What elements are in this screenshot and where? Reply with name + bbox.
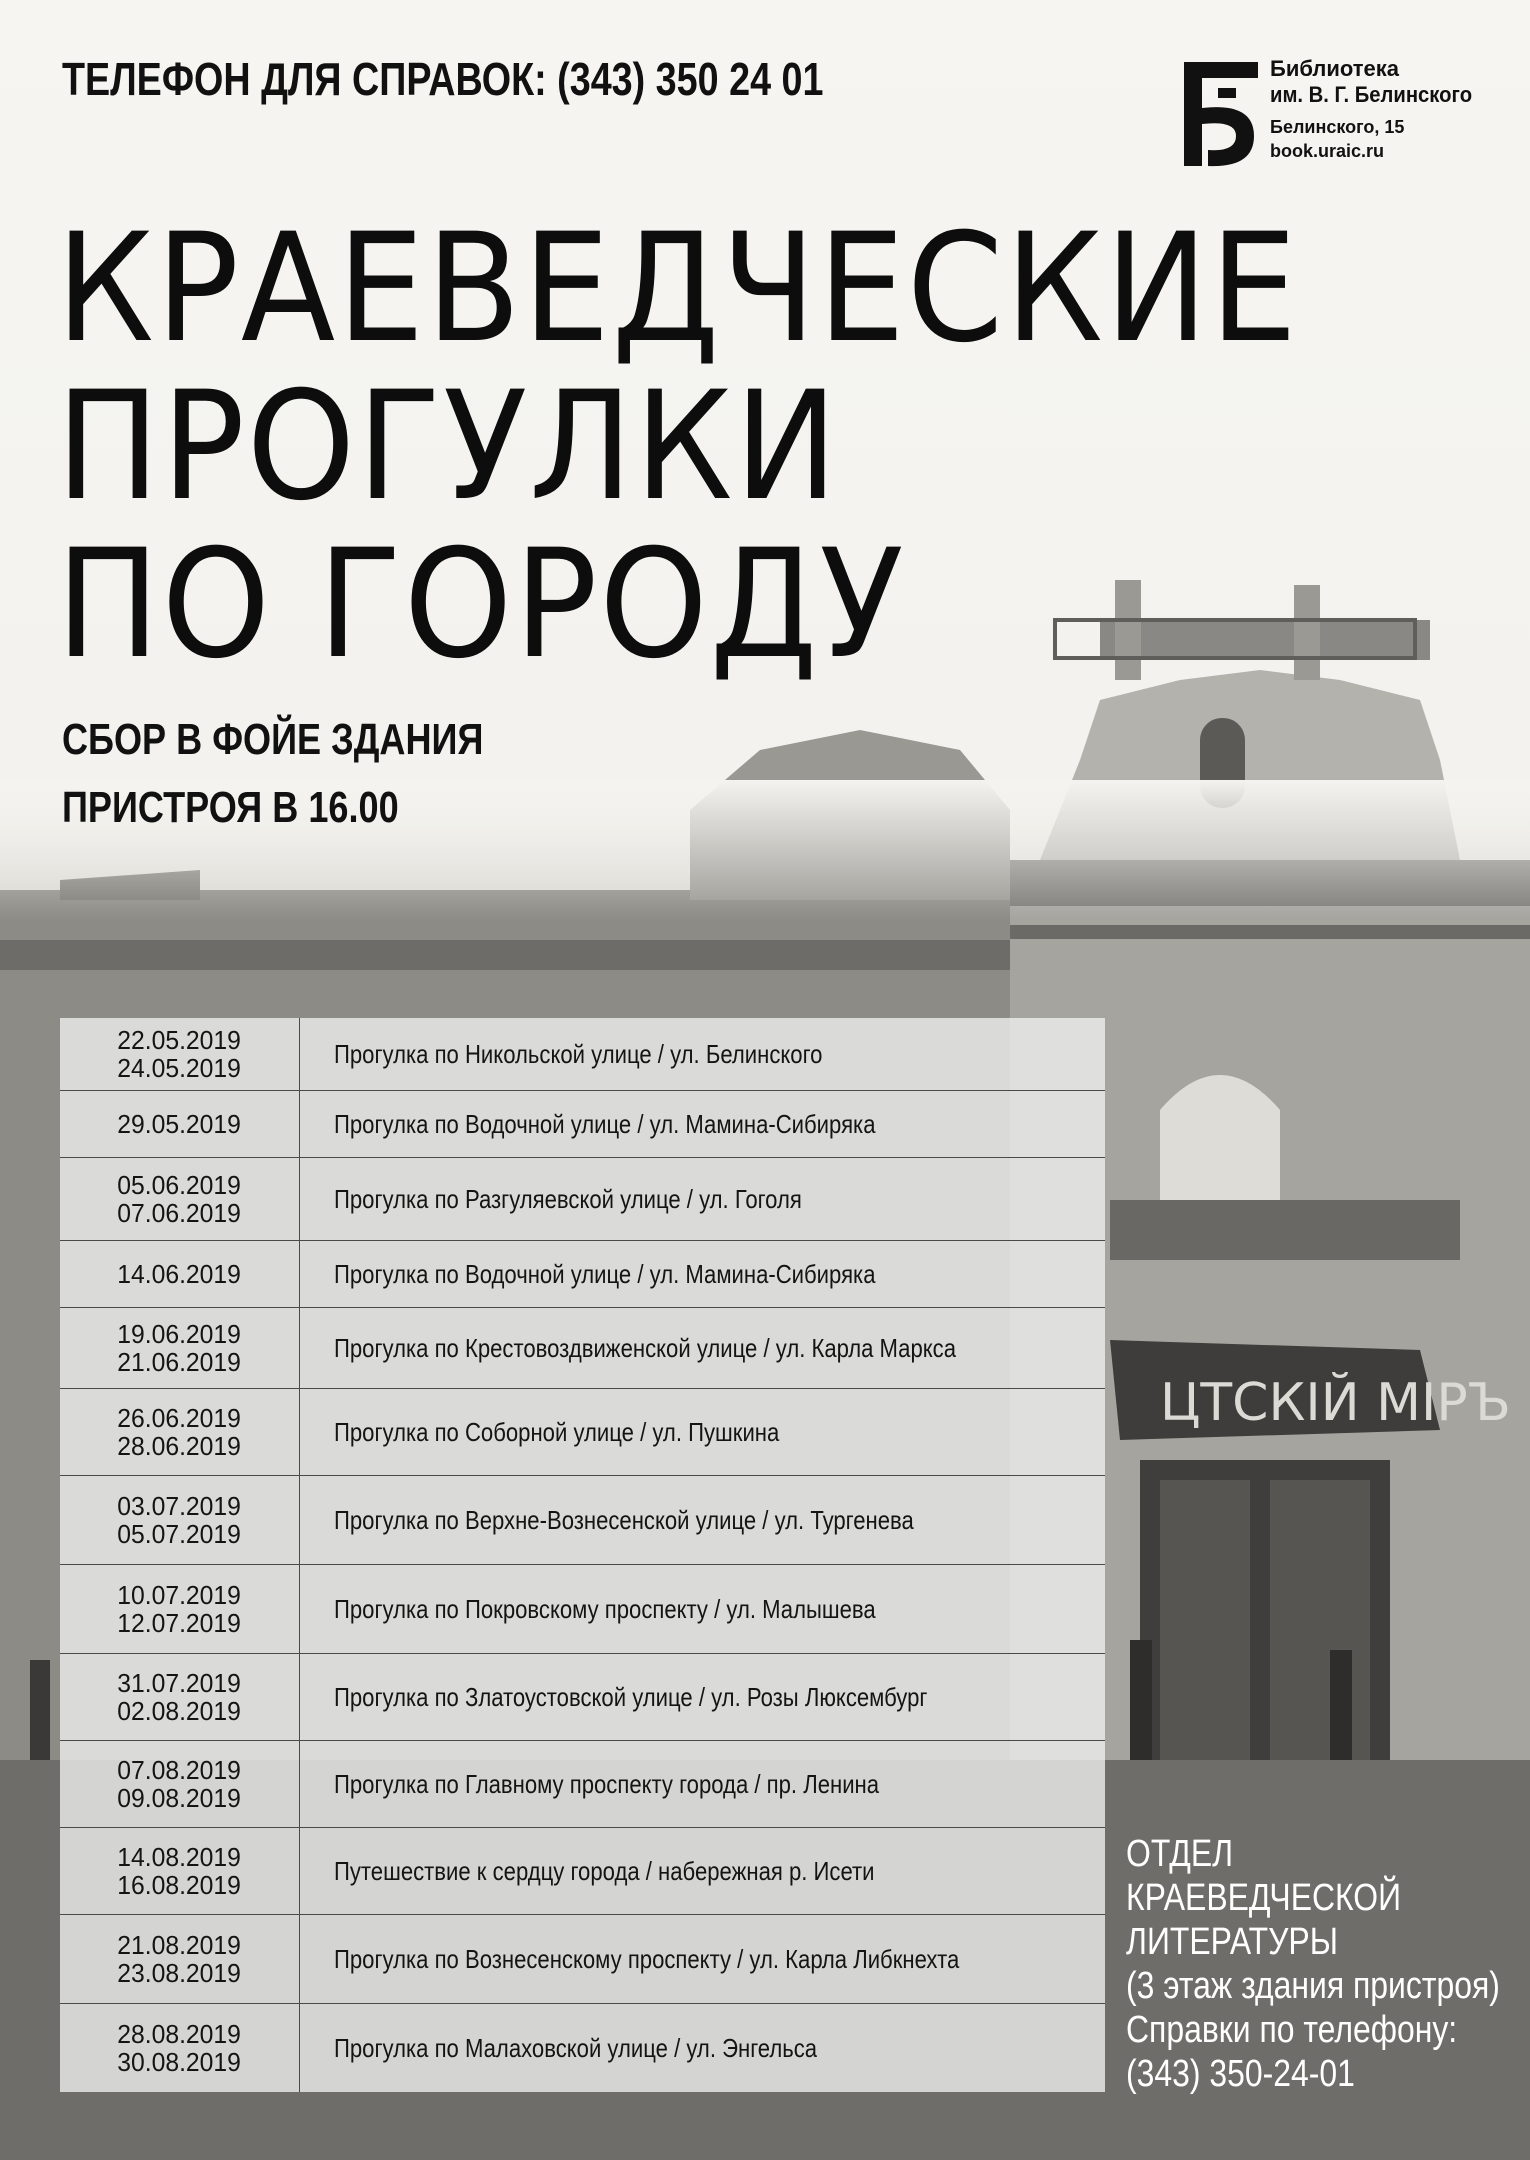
walk-date-first: 03.07.2019 <box>117 1491 242 1521</box>
logo-address: Белинского, 15 <box>1270 117 1405 137</box>
walk-dates <box>60 1828 300 1914</box>
walk-date-first: 14.06.2019 <box>117 1259 242 1289</box>
title-line-3: ПО ГОРОДУ <box>56 518 906 692</box>
walk-route-cell <box>300 1741 1105 1827</box>
walk-route-cell <box>300 1654 1105 1740</box>
table-row <box>60 1475 1105 1564</box>
table-row <box>60 1740 1105 1827</box>
table-row <box>60 1018 1105 1090</box>
walk-date-first: 31.07.2019 <box>117 1668 242 1698</box>
logo-name-line1: Библиотека <box>1270 56 1400 81</box>
walk-date-second: 23.08.2019 <box>117 1958 242 1988</box>
table-row <box>60 1388 1105 1475</box>
walk-route-cell <box>300 1915 1105 2003</box>
walk-dates <box>60 1389 300 1475</box>
walk-date-first: 22.05.2019 <box>117 1025 242 1055</box>
walk-date-second: 02.08.2019 <box>117 1696 242 1726</box>
logo-website[interactable]: book.uraic.ru <box>1270 141 1385 161</box>
library-logo <box>1178 58 1498 178</box>
logo-name-line2: им. В. Г. Белинского <box>1270 82 1473 107</box>
table-row <box>60 1827 1105 1914</box>
meeting-point <box>62 706 483 842</box>
walk-route: Прогулка по Крестовоздвиженской улице / ул. Карла Маркса <box>334 1332 957 1363</box>
reference-phone: ТЕЛЕФОН ДЛЯ СПРАВОК: (343) 350 24 01 <box>62 53 824 105</box>
walk-dates <box>60 1308 300 1388</box>
walk-date-second: 12.07.2019 <box>117 1608 242 1638</box>
store-sign: ЦТСКIЙ МIРЪ <box>1160 1373 1511 1433</box>
walk-date-first: 21.08.2019 <box>117 1930 242 1960</box>
walk-route: Прогулка по Никольской улице / ул. Белинского <box>334 1038 823 1069</box>
department-line-2: КРАЕВЕДЧЕСКОЙ <box>1126 1877 1402 1919</box>
department-line-5: Справки по телефону: <box>1126 2009 1458 2051</box>
walk-date-first: 28.08.2019 <box>117 2019 242 2049</box>
table-row <box>60 1157 1105 1240</box>
meeting-point-line-1: СБОР В ФОЙЕ ЗДАНИЯ <box>62 715 484 764</box>
walk-route: Прогулка по Главному проспекту города / пр. Ленина <box>334 1768 880 1799</box>
walk-dates <box>60 1091 300 1157</box>
walk-route: Прогулка по Разгуляевской улице / ул. Гоголя <box>334 1183 802 1214</box>
table-row <box>60 1914 1105 2003</box>
walk-date-first: 05.06.2019 <box>117 1170 242 1200</box>
walk-route-cell <box>300 1308 1105 1388</box>
walk-route: Прогулка по Покровскому проспекту / ул. Малышева <box>334 1593 876 1624</box>
walk-date-second: 21.06.2019 <box>117 1347 242 1377</box>
walk-route-cell <box>300 1018 1105 1090</box>
walk-dates <box>60 1158 300 1240</box>
walk-date-first: 19.06.2019 <box>117 1319 242 1349</box>
department-line-1: ОТДЕЛ <box>1126 1833 1234 1875</box>
walk-date-first: 07.08.2019 <box>117 1755 242 1785</box>
walk-route: Прогулка по Водочной улице / ул. Мамина-Сибиряка <box>334 1108 876 1139</box>
walk-dates <box>60 1915 300 2003</box>
walk-route: Прогулка по Малаховской улице / ул. Энгельса <box>334 2032 818 2063</box>
walk-route-cell <box>300 1476 1105 1564</box>
walk-date-second: 05.07.2019 <box>117 1519 242 1549</box>
department-line-4: (3 этаж здания пристроя) <box>1126 1965 1500 2007</box>
walk-date-second: 16.08.2019 <box>117 1870 242 1900</box>
walk-date-second: 09.08.2019 <box>117 1783 242 1813</box>
department-line-3: ЛИТЕРАТУРЫ <box>1126 1921 1338 1963</box>
walk-route: Прогулка по Златоустовской улице / ул. Розы Люксембург <box>334 1681 928 1712</box>
walk-date-second: 07.06.2019 <box>117 1198 242 1228</box>
walk-date-first: 26.06.2019 <box>117 1403 242 1433</box>
table-row <box>60 2003 1105 2092</box>
walk-dates <box>60 1741 300 1827</box>
walk-dates <box>60 1654 300 1740</box>
walk-date-first: 10.07.2019 <box>117 1580 242 1610</box>
walk-route-cell <box>300 2004 1105 2092</box>
walk-date-second: 30.08.2019 <box>117 2047 242 2077</box>
walk-dates <box>60 1241 300 1307</box>
table-row <box>60 1564 1105 1653</box>
poster-title <box>56 202 1299 692</box>
walk-dates <box>60 2004 300 2092</box>
walk-route: Прогулка по Соборной улице / ул. Пушкина <box>334 1416 780 1447</box>
walk-route: Прогулка по Верхне-Вознесенской улице / ул. Тургенева <box>334 1504 914 1535</box>
table-row <box>60 1653 1105 1740</box>
walk-route-cell <box>300 1158 1105 1240</box>
walk-date-second: 28.06.2019 <box>117 1431 242 1461</box>
table-row <box>60 1090 1105 1157</box>
walk-route: Путешествие к сердцу города / набережная р. Исети <box>334 1855 875 1886</box>
walk-route-cell <box>300 1828 1105 1914</box>
meeting-point-line-2: ПРИСТРОЯ В 16.00 <box>62 783 399 832</box>
walk-route-cell <box>300 1565 1105 1653</box>
walk-route: Прогулка по Вознесенскому проспекту / ул. Карла Либкнехта <box>334 1943 960 1974</box>
walk-dates <box>60 1565 300 1653</box>
walks-schedule-table <box>60 1018 1105 2092</box>
walk-route-cell <box>300 1389 1105 1475</box>
walk-dates <box>60 1018 300 1090</box>
walk-date-first: 29.05.2019 <box>117 1109 242 1139</box>
title-line-2: ПРОГУЛКИ <box>56 360 840 534</box>
department-phone: (343) 350-24-01 <box>1126 2053 1355 2095</box>
walk-dates <box>60 1476 300 1564</box>
table-row <box>60 1307 1105 1388</box>
department-info <box>1126 1832 1526 2096</box>
library-monogram-icon <box>1178 58 1264 172</box>
walk-date-second: 24.05.2019 <box>117 1053 242 1083</box>
walk-route: Прогулка по Водочной улице / ул. Мамина-Сибиряка <box>334 1258 876 1289</box>
walk-route-cell <box>300 1241 1105 1307</box>
walk-route-cell <box>300 1091 1105 1157</box>
walk-date-first: 14.08.2019 <box>117 1842 242 1872</box>
table-row <box>60 1240 1105 1307</box>
title-line-1: КРАЕВЕДЧЕСКИЕ <box>56 202 1299 376</box>
